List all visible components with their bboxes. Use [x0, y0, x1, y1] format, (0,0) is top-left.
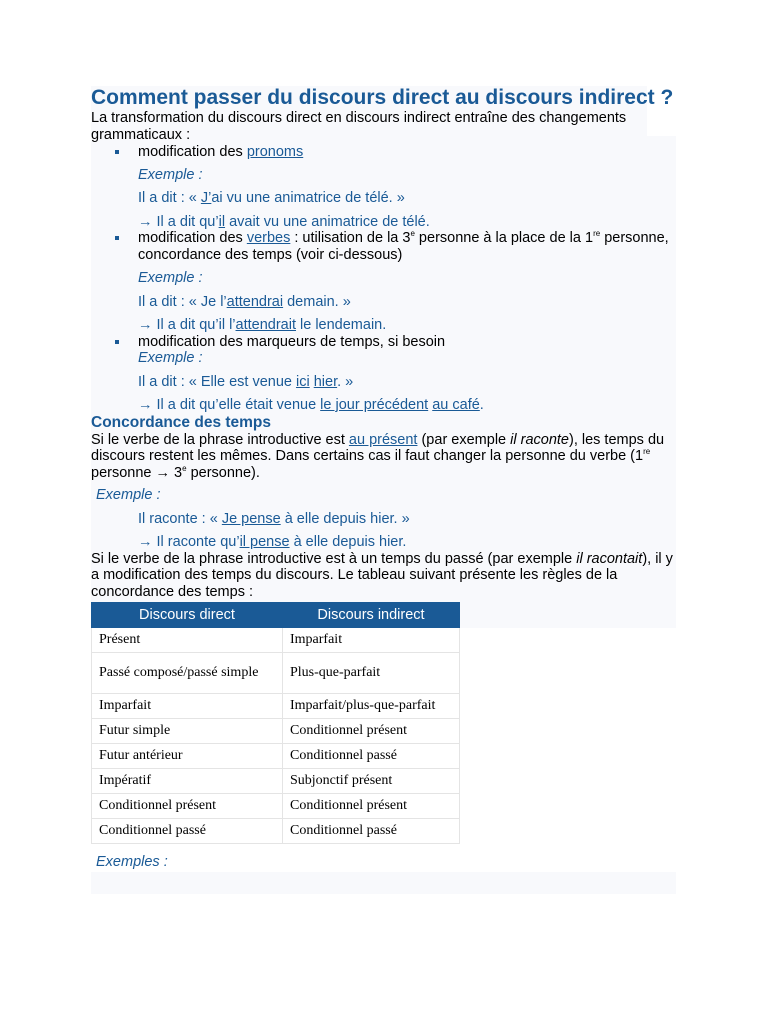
- example-indirect: → Il a dit qu’il l’attendrait le lendemain.: [138, 317, 387, 333]
- table-cell: Conditionnel présent: [283, 719, 460, 744]
- table-cell: Conditionnel passé: [92, 819, 283, 844]
- arrow-icon: →: [138, 534, 153, 550]
- example-direct: Il a dit : « J’ai vu une animatrice de télé. »: [138, 190, 405, 206]
- example-direct: Il a dit : « Je l’attendrai demain. »: [138, 293, 351, 310]
- table-cell: Conditionnel passé: [283, 819, 460, 844]
- list-item: modification des verbes : utilisation de la 3e personne à la place de la 1re personne, concordance des temps (voir ci-dessous): [91, 230, 676, 263]
- table-header: Discours indirect: [283, 603, 460, 628]
- table-cell: Imparfait: [92, 694, 283, 719]
- example-direct: Il raconte : « Je pense à elle depuis hier. »: [138, 510, 410, 527]
- table-cell: Passé composé/passé simple: [92, 653, 283, 694]
- table-cell: Subjonctif présent: [283, 769, 460, 794]
- arrow-icon: →: [138, 317, 153, 333]
- section-heading: Concordance des temps: [91, 413, 272, 431]
- table-row: [92, 719, 460, 744]
- example-label: Exemple :: [138, 270, 203, 286]
- table-cell: Futur antérieur: [92, 744, 283, 769]
- table-row: [92, 744, 460, 769]
- table-cell: Futur simple: [92, 719, 283, 744]
- bullet-square-icon: [115, 340, 119, 344]
- arrow-icon: →: [138, 213, 153, 230]
- page-title: Comment passer du discours direct au discours indirect ?: [91, 86, 674, 109]
- table-cell: Imparfait: [283, 628, 460, 653]
- table-cell: Impératif: [92, 769, 283, 794]
- pronoms-link[interactable]: pronoms: [246, 144, 304, 160]
- table-row: [92, 653, 460, 694]
- bullet-square-icon: [115, 236, 119, 240]
- example-label: Exemple :: [138, 166, 203, 183]
- document: [91, 86, 676, 871]
- list-item: modification des marqueurs de temps, si besoin: [91, 334, 676, 351]
- table-header-row: [92, 603, 460, 628]
- bullet-square-icon: [115, 150, 119, 154]
- au-present-link[interactable]: au présent: [348, 431, 418, 448]
- examples-label: Exemples :: [96, 854, 168, 870]
- table-cell: Plus-que-parfait: [283, 653, 460, 694]
- table-header: Discours direct: [92, 603, 283, 628]
- arrow-icon: →: [138, 397, 153, 413]
- table-cell: Conditionnel passé: [283, 744, 460, 769]
- example-indirect: → Il raconte qu’il pense à elle depuis hier.: [138, 534, 407, 550]
- table-cell: Imparfait/plus-que-parfait: [283, 694, 460, 719]
- arrow-icon: →: [155, 464, 170, 481]
- example-indirect: → Il a dit qu’il avait vu une animatrice de télé.: [138, 213, 430, 230]
- concordance-table: [91, 602, 460, 844]
- table-row: [92, 794, 460, 819]
- table-cell: Conditionnel présent: [283, 794, 460, 819]
- table-row: [92, 819, 460, 844]
- example-direct: Il a dit : « Elle est venue ici hier. »: [138, 373, 354, 390]
- list-item: modification des pronoms: [91, 144, 676, 161]
- table-cell: Présent: [92, 628, 283, 653]
- table-cell: Conditionnel présent: [92, 794, 283, 819]
- example-label: Exemple :: [96, 487, 161, 503]
- intro-paragraph: La transformation du discours direct en discours indirect entraîne des changements grammaticaux :: [91, 110, 627, 143]
- table-row: [92, 694, 460, 719]
- table-row: [92, 769, 460, 794]
- example-label: Exemple :: [138, 350, 203, 366]
- concordance-paragraph-2: Si le verbe de la phrase introductive est à un temps du passé (par exemple il racontait), il y a modification des temps du discours. Le tableau suivant présente les règles de la concordance des temps :: [91, 550, 673, 600]
- table-row: [92, 628, 460, 653]
- verbes-link[interactable]: verbes: [246, 230, 291, 246]
- concordance-paragraph: Si le verbe de la phrase introductive est au présent (par exemple il raconte), les temps du discours restent les mêmes. Dans certains cas il faut changer la personne du verbe (1re personne → $3^e$ personne).: [91, 431, 665, 481]
- example-indirect: → Il a dit qu’elle était venue le jour précédent au café.: [138, 397, 484, 413]
